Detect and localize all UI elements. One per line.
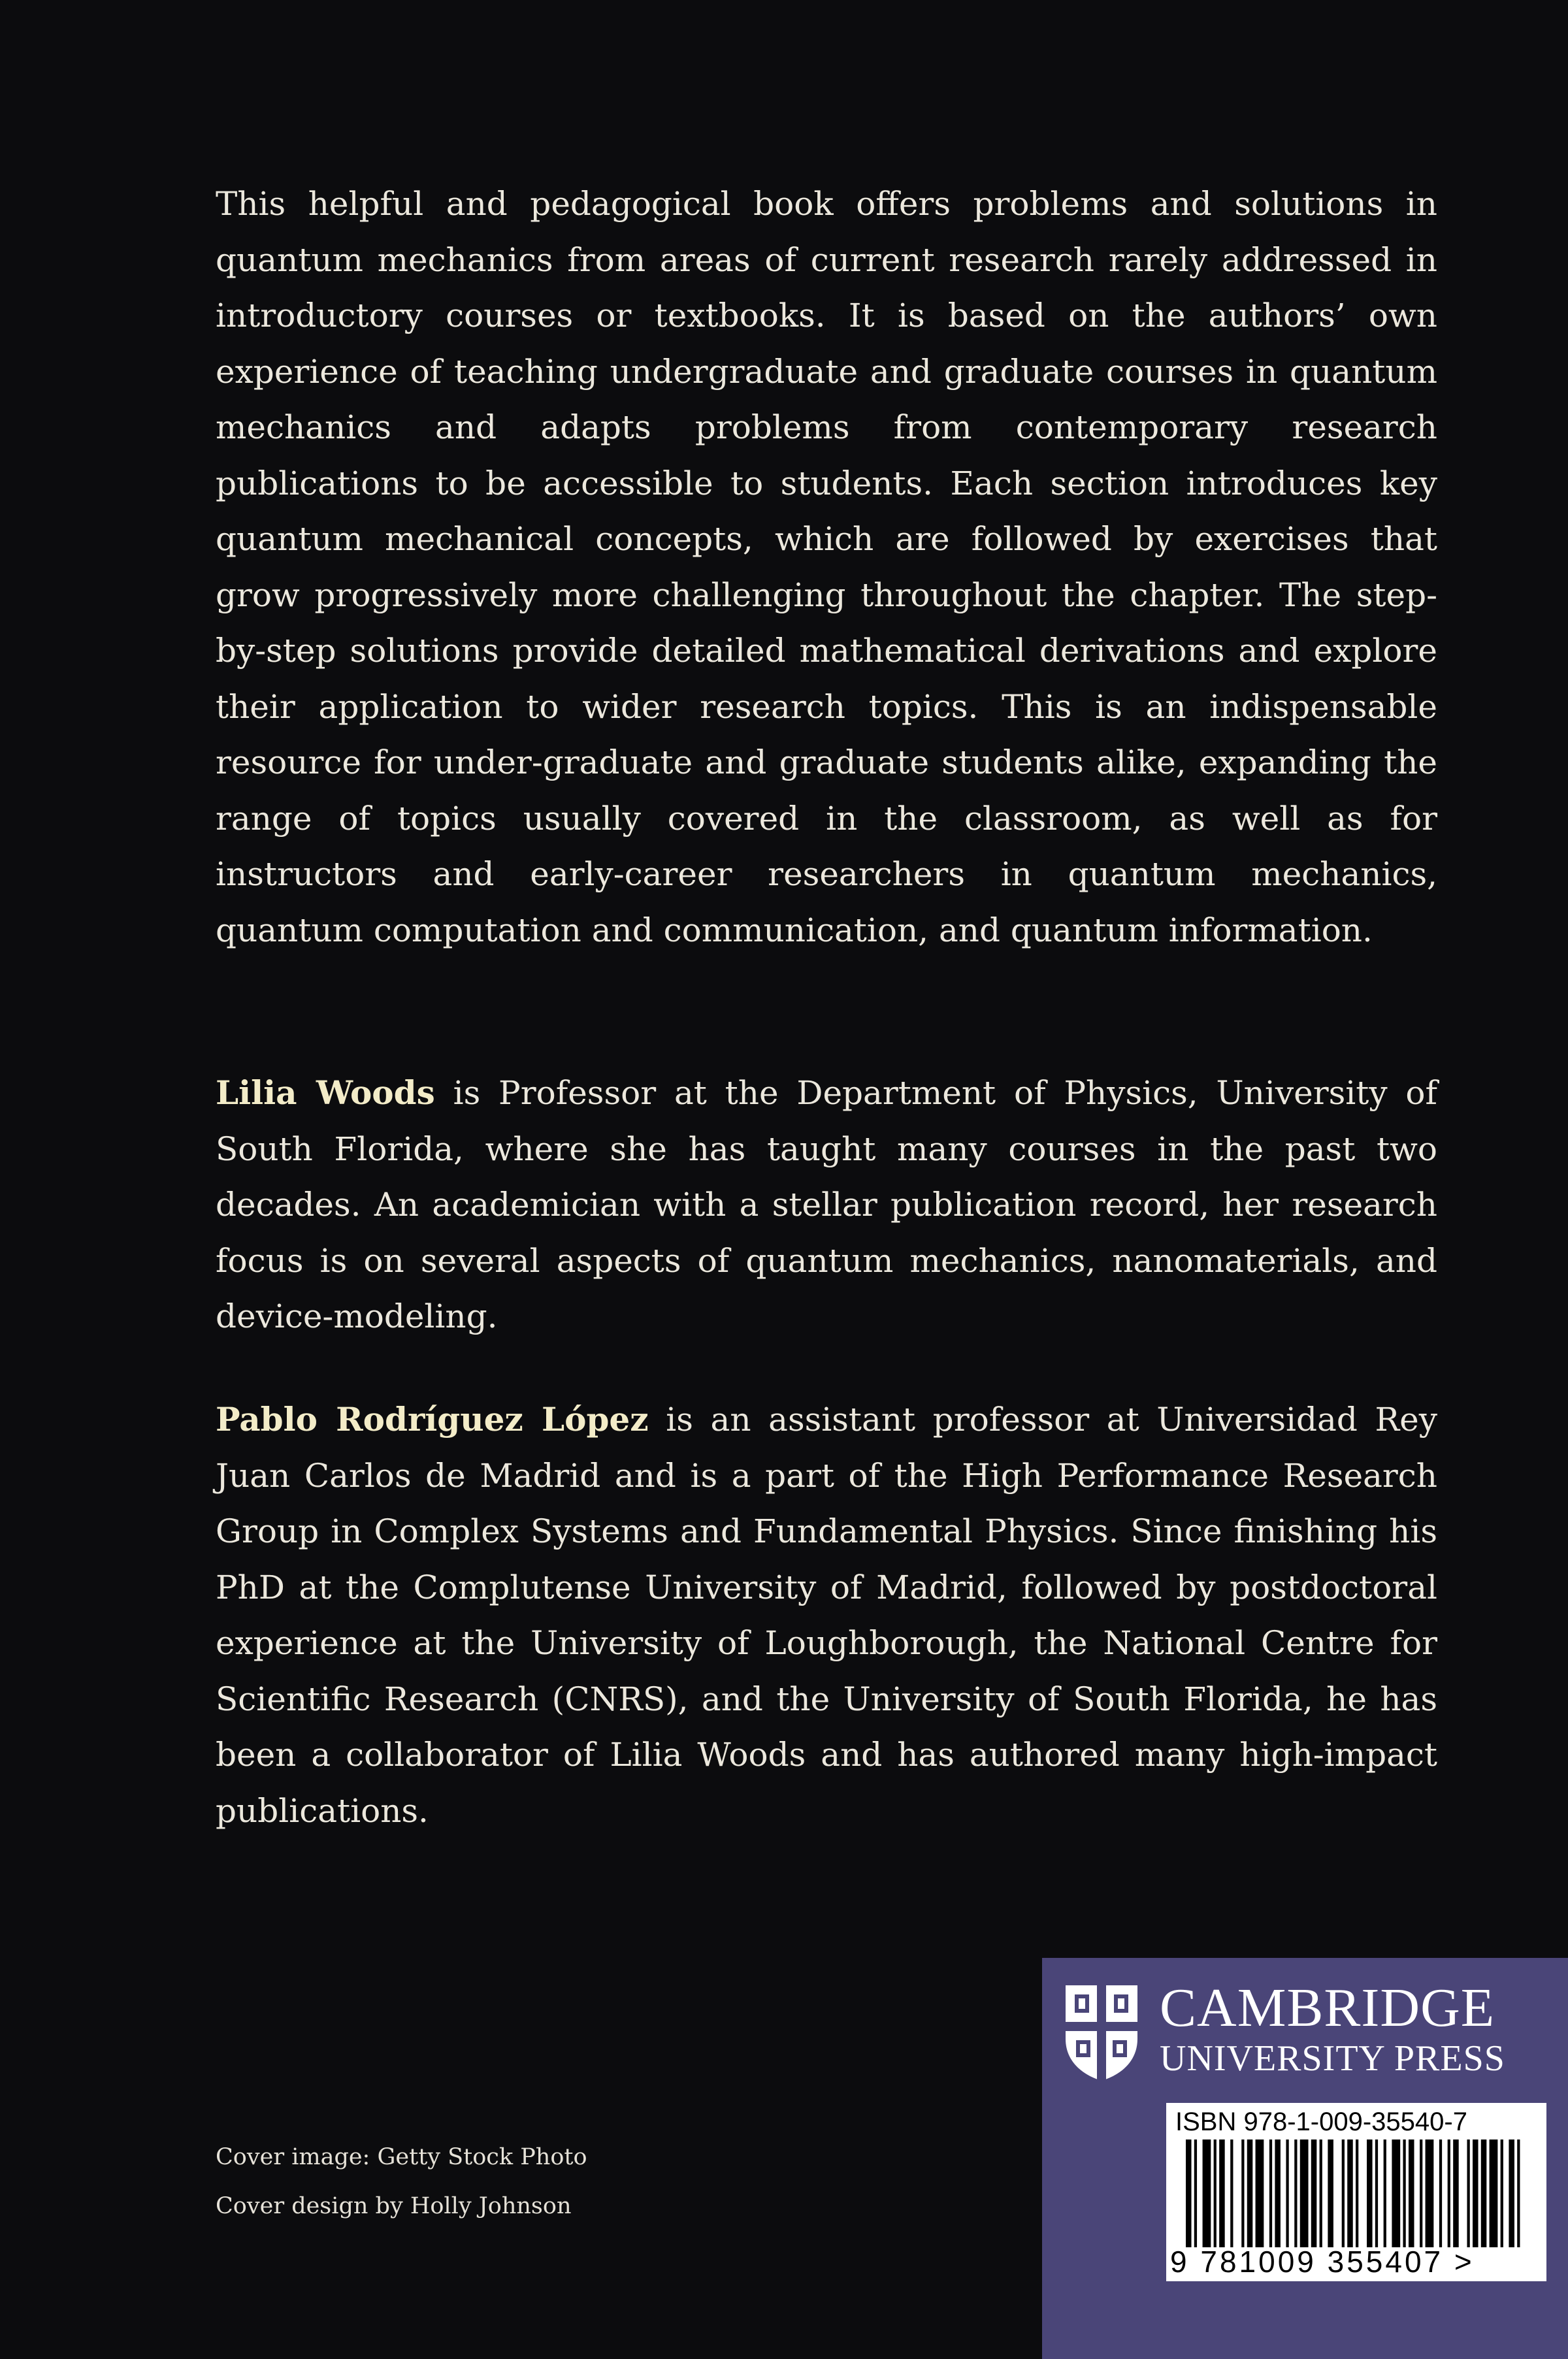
barcode-bar xyxy=(1367,2139,1373,2247)
barcode-bar xyxy=(1409,2139,1414,2247)
barcode-bar xyxy=(1420,2139,1422,2247)
author-name: Pablo Rodríguez López xyxy=(216,1400,649,1439)
barcode-bar xyxy=(1467,2139,1469,2247)
barcode-bar xyxy=(1384,2139,1386,2247)
barcode-bar xyxy=(1509,2139,1514,2247)
barcode-bar xyxy=(1214,2139,1217,2247)
barcode-bar xyxy=(1490,2139,1498,2247)
barcode-bar xyxy=(1186,2139,1192,2247)
barcode-bar xyxy=(1311,2139,1317,2247)
publisher-name-line2: UNIVERSITY PRESS xyxy=(1160,2038,1505,2079)
cover-image-credit: Cover image: Getty Stock Photo xyxy=(216,2144,587,2170)
barcode-bar xyxy=(1426,2139,1434,2247)
barcode-bar xyxy=(1241,2139,1244,2247)
barcode-bar xyxy=(1453,2139,1459,2247)
publisher-name xyxy=(1160,1979,1505,2079)
barcode-bar xyxy=(1269,2139,1272,2247)
barcode-bar xyxy=(1347,2139,1353,2247)
author-bio-text: is an assistant professor at Universidad Rey Juan Carlos de Madrid and is a part of the High Performance Research Group in Complex Systems and Fundamental Physics. Since finishing his PhD at the Complutense University of Madrid, followed by postdoctoral experience at the University of Loughborough, the National Centre for Scientific Research (CNRS), and the University of South Florida, he has been a collaborator of Lilia Woods and has authored many high-impact publications. xyxy=(216,1401,1437,1830)
cover-credits xyxy=(216,2133,587,2231)
barcode-bar xyxy=(1230,2139,1233,2247)
barcode-bar xyxy=(1342,2139,1345,2247)
publisher-name-line1: CAMBRIDGE xyxy=(1160,1977,1495,2038)
barcode-bar xyxy=(1375,2139,1378,2247)
cover-design-credit: Cover design by Holly Johnson xyxy=(216,2193,572,2219)
barcode-digits: 9 781009 355407 > xyxy=(1170,2245,1475,2279)
barcode-bar xyxy=(1356,2139,1358,2247)
barcode-bar xyxy=(1501,2139,1503,2247)
book-description: This helpful and pedagogical book offers problems and solutions in quantum mechanics from areas of current research rarely addressed in introductory courses or textbooks. It is based on the authors’ own experience of teaching undergraduate and graduate courses in quantum mechanics and adapts problems from contemporary research publications to be accessible to students. Each section introduces key quantum mechanical concepts, which are followed by exercises that grow progressively more challenging throughout the chapter. The step-by-step solutions provide detailed mathematical derivations and explore their application to wider research topics. This is an indispensable resource for under-graduate and graduate students alike, expanding the range of topics usually covered in the classroom, as well as for instructors and early-career researchers in quantum mechanics, quantum computation and communication, and quantum information. xyxy=(216,185,1437,949)
author-bio-woods xyxy=(216,1065,1437,1345)
barcode-bar xyxy=(1517,2139,1520,2247)
barcode-bar xyxy=(1328,2139,1333,2247)
barcode-bar xyxy=(1294,2139,1297,2247)
isbn-barcode xyxy=(1166,2103,1546,2281)
author-bio-text: is Professor at the Department of Physics, University of South Florida, where she has taught many courses in the past two decades. An academician with a stellar publication record, her research focus is on several aspects of quantum mechanics, nanomaterials, and device-modeling. xyxy=(216,1074,1438,1335)
author-name: Lilia Woods xyxy=(216,1073,435,1112)
author-bio-lopez xyxy=(216,1391,1437,1839)
barcode-bar xyxy=(1256,2139,1264,2247)
barcode-bar xyxy=(1473,2139,1478,2247)
barcode-bar xyxy=(1439,2139,1442,2247)
barcode-bar xyxy=(1403,2139,1405,2247)
barcode-bars xyxy=(1186,2139,1526,2247)
barcode-bar xyxy=(1247,2139,1253,2247)
publisher-panel xyxy=(1042,1958,1568,2359)
barcode-bar xyxy=(1275,2139,1281,2247)
barcode-bar xyxy=(1392,2139,1400,2247)
barcode-bar xyxy=(1481,2139,1487,2247)
cambridge-crest-icon xyxy=(1063,1983,1140,2082)
barcode-bar xyxy=(1300,2139,1309,2247)
barcode-bar xyxy=(1448,2139,1450,2247)
barcode-bar xyxy=(1219,2139,1225,2247)
isbn-label: ISBN 978-1-009-35540-7 xyxy=(1175,2107,1467,2136)
barcode-bar xyxy=(1286,2139,1288,2247)
barcode-bar xyxy=(1320,2139,1322,2247)
barcode-bar xyxy=(1194,2139,1197,2247)
barcode-bar xyxy=(1203,2139,1211,2247)
